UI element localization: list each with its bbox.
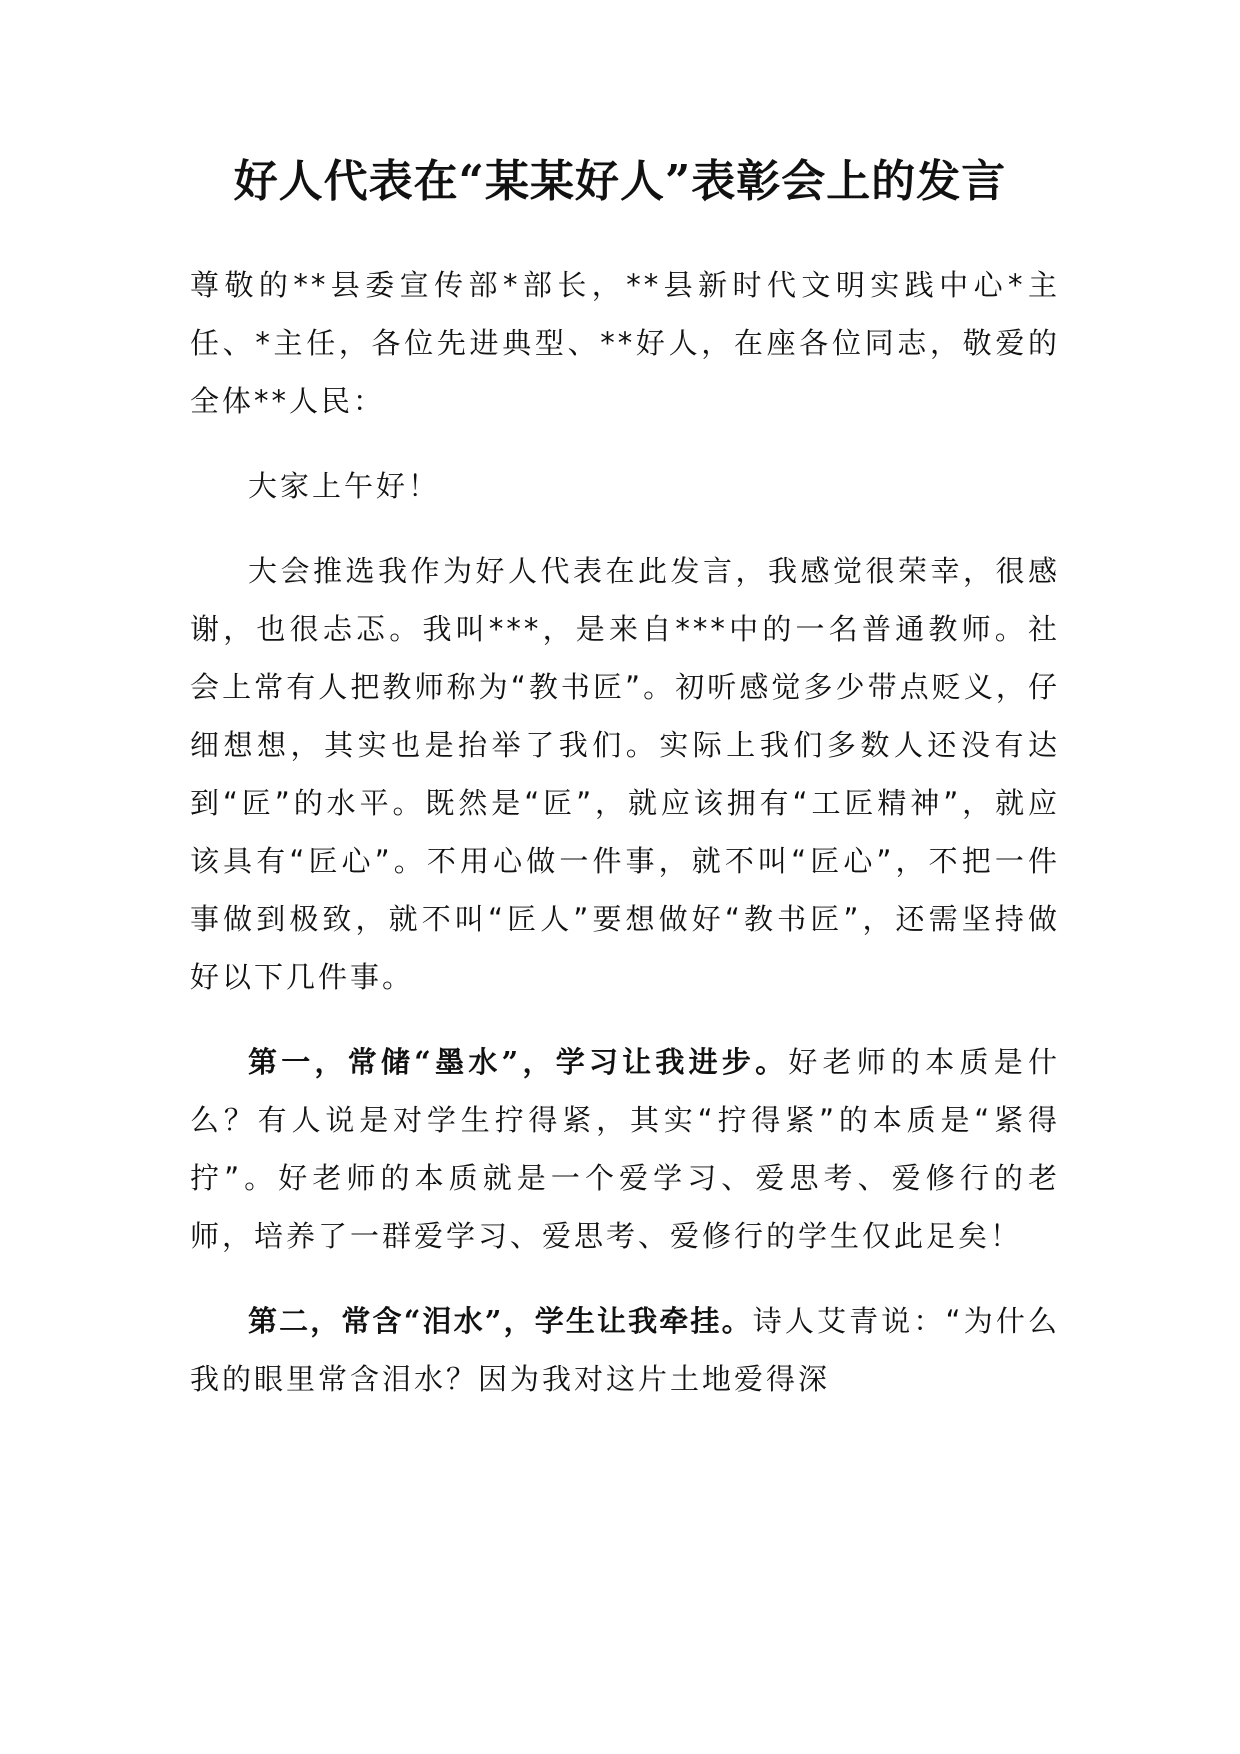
point-one-text: 好老师的本质是什么？有人说是对学生拧得紧，其实“拧得紧”的本质是“紧得拧”。好老师的本质就是一个爱学习、爱思考、爱修行的老师，培养了一群爱学习、爱思考、爱修行的学生仅此足矣！ bbox=[190, 1045, 1060, 1253]
point-two-heading: 第二，常含“泪水”，学生让我牵挂。 bbox=[248, 1304, 753, 1338]
document-body bbox=[190, 256, 1060, 1408]
salutation-paragraph: 尊敬的**县委宣传部*部长，**县新时代文明实践中心*主任、*主任，各位先进典型、**好人，在座各位同志，敬爱的全体**人民： bbox=[190, 268, 1060, 418]
point-two-paragraph bbox=[190, 1292, 1060, 1408]
point-two-text: 诗人艾青说：“为什么我的眼里常含泪水？因为我对这片土地爱得深 bbox=[190, 1304, 1060, 1396]
point-one-paragraph bbox=[190, 1033, 1060, 1265]
greeting-paragraph: 大家上午好！ bbox=[248, 469, 441, 503]
point-one-heading: 第一，常储“墨水”，学习让我进步。 bbox=[248, 1045, 789, 1079]
intro-paragraph: 大会推选我作为好人代表在此发言，我感觉很荣幸，很感谢，也很忐忑。我叫***，是来自***中的一名普通教师。社会上常有人把教师称为“教书匠”。初听感觉多少带点贬义，仔细想想，其实也是抬举了我们。实际上我们多数人还没有达到“匠”的水平。既然是“匠”，就应该拥有“工匠精神”，就应该具有“匠心”。不用心做一件事，就不叫“匠心”，不把一件事做到极致，就不叫“匠人”要想做好“教书匠”，还需坚持做好以下几件事。 bbox=[190, 554, 1060, 994]
page-title: 好人代表在“某某好人”表彰会上的发言 bbox=[233, 156, 1007, 207]
